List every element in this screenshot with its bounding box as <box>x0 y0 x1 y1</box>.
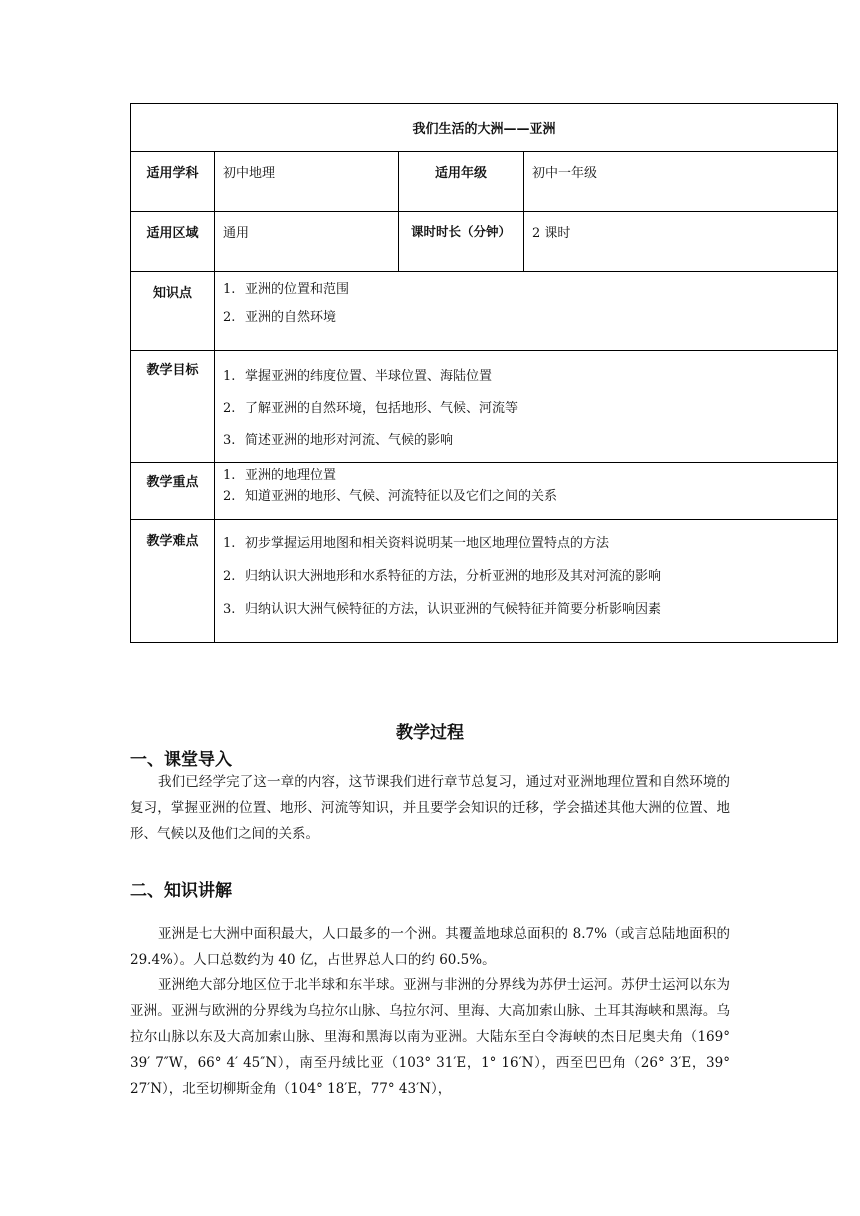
knowledge-label: 知识点 <box>131 272 215 351</box>
lesson-title: 我们生活的大洲——亚洲 <box>131 104 838 152</box>
goals-cell <box>215 351 838 463</box>
knowledge-cell <box>215 272 838 351</box>
region-value: 通用 <box>215 212 399 272</box>
list-item: 2. 归纳认识大洲地形和水系特征的方法，分析亚洲的地形及其对河流的影响 <box>223 569 662 584</box>
goals-label: 教学目标 <box>131 351 215 463</box>
section2-heading: 二、知识讲解 <box>130 881 232 901</box>
list-item: 1. 掌握亚洲的纬度位置、半球位置、海陆位置 <box>223 369 493 384</box>
section2-paragraph-2: 亚洲绝大部分地区位于北半球和东半球。亚洲与非洲的分界线为苏伊士运河。苏伊士运河以东为亚洲。亚洲与欧洲的分界线为乌拉尔山脉、乌拉尔河、里海、大高加索山脉、土耳其海峡和黑海。乌拉尔山脉以东及大高加索山脉、里海和黑海以南为亚洲。大陆东至白令海峡的杰日尼奥夫角（169° 39′ 7″W，66° 4′ 45″N），南至丹绒比亚（103° 31′E，1° 16′N），西至巴巴角（26° 3′E，39° 27′N），北至切柳斯金角（104° 18′E，77° 43′N）， <box>130 977 730 1097</box>
lesson-info-table <box>130 103 838 643</box>
section1-heading: 一、课堂导入 <box>130 750 232 770</box>
list-item: 1. 初步掌握运用地图和相关资料说明某一地区地理位置特点的方法 <box>223 536 610 551</box>
list-item: 3. 简述亚洲的地形对河流、气候的影响 <box>223 433 454 448</box>
list-item: 2. 知道亚洲的地形、气候、河流特征以及它们之间的关系 <box>223 489 558 504</box>
region-label: 适用区域 <box>131 212 215 272</box>
list-item: 2. 亚洲的自然环境 <box>223 310 337 325</box>
difficult-points-label: 教学难点 <box>131 520 215 643</box>
section1-paragraph: 我们已经学完了这一章的内容，这节课我们进行章节总复习，通过对亚洲地理位置和自然环境的复习，掌握亚洲的位置、地形、河流等知识，并且要学会知识的迁移，学会描述其他大洲的位置、地形、气候以及他们之间的关系。 <box>130 774 730 842</box>
subject-label: 适用学科 <box>131 152 215 212</box>
list-item: 3. 归纳认识大洲气候特征的方法，认识亚洲的气候特征并简要分析影响因素 <box>223 602 662 617</box>
section2-paragraph-1: 亚洲是七大洲中面积最大，人口最多的一个洲。其覆盖地球总面积的 8.7%（或言总陆地面积的 29.4%）。人口总数约为 40 亿，占世界总人口的约 60.5%。 <box>130 926 730 968</box>
list-item: 2. 了解亚洲的自然环境，包括地形、气候、河流等 <box>223 401 519 416</box>
grade-value: 初中一年级 <box>524 152 838 212</box>
process-heading: 教学过程 <box>396 723 464 743</box>
subject-value: 初中地理 <box>215 152 399 212</box>
difficult-points-cell <box>215 520 838 643</box>
key-points-label: 教学重点 <box>131 463 215 520</box>
duration-value: 2 课时 <box>524 212 838 272</box>
duration-label: 课时时长（分钟） <box>399 212 524 272</box>
list-item: 1. 亚洲的位置和范围 <box>223 282 350 297</box>
key-points-cell <box>215 463 838 520</box>
grade-label: 适用年级 <box>399 152 524 212</box>
list-item: 1. 亚洲的地理位置 <box>223 468 337 483</box>
